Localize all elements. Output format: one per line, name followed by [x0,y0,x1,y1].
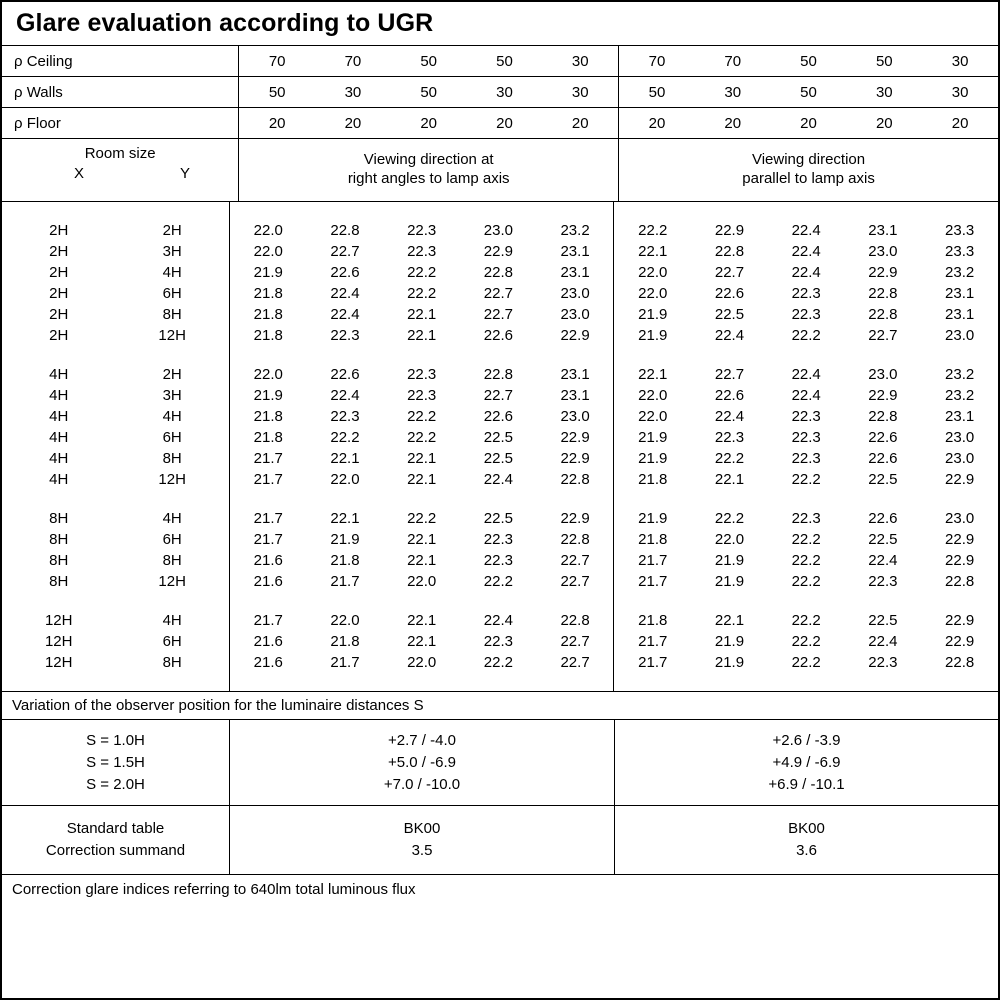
row-label-ceiling: ρ Ceiling [2,46,239,77]
walls-value-7: 30 [695,77,771,108]
walls-value-10: 30 [922,77,998,108]
floor-value-8: 20 [771,108,847,139]
row-label-floor: ρ Floor [2,108,239,139]
ceiling-value-3: 50 [391,46,467,77]
variation-left-value-1: +2.7 / -4.0 [388,732,456,749]
table-row: 2H 12H 21.8 22.3 22.1 22.6 22.9 21.9 22.4 22.2 22.7 23.0 [49,327,975,344]
viewing-direction-parallel-header [619,139,998,202]
spacer-row [2,346,998,364]
table-row-floor [2,108,998,139]
variation-labels [2,720,230,805]
variation-block [2,720,998,806]
room-size-label: Room size [84,145,156,162]
standard-table-label: Standard table [66,820,165,838]
correction-summand-left-value: 3.5 [411,842,433,859]
variation-note [2,692,998,720]
walls-value-2: 30 [315,77,391,108]
variation-right-value-2: +4.9 / -6.9 [772,753,841,771]
walls-value-9: 30 [846,77,922,108]
table-row: 2H 6H 21.8 22.4 22.2 22.7 23.0 22.0 22.6 22.3 22.8 23.1 [49,285,975,302]
correction-summand-label: Correction summand [45,842,186,859]
variation-label-2: S = 1.5H [86,753,145,771]
variation-left-value-3: +7.0 / -10.0 [383,775,461,793]
ceiling-value-1: 70 [239,46,315,77]
spacer-row-top [2,202,998,220]
ceiling-value-6: 70 [619,46,695,77]
walls-value-3: 50 [391,77,467,108]
viewing-direction-parallel-line1: Viewing direction [751,151,866,169]
viewing-direction-parallel-line2: parallel to lamp axis [742,170,875,187]
standard-table-left-value: BK00 [403,820,441,838]
viewing-direction-perpendicular-line1: Viewing direction at [363,151,494,169]
table-row-group-headers [2,139,998,202]
room-size-x-label: X [74,165,85,182]
viewing-direction-perpendicular-line2: right angles to lamp axis [347,170,510,187]
ugr-data-table [2,202,998,691]
standard-table-block [2,806,998,875]
variation-label-1: S = 1.0H [86,732,145,749]
floor-value-4: 20 [467,108,543,139]
table-row: 4H 4H 21.8 22.3 22.2 22.6 23.0 22.0 22.4 22.3 22.8 23.1 [49,408,975,425]
table-row: 4H 6H 21.8 22.2 22.2 22.5 22.9 21.9 22.3 22.3 22.6 23.0 [49,429,975,446]
floor-value-6: 20 [619,108,695,139]
walls-value-4: 30 [467,77,543,108]
variation-right-value-1: +2.6 / -3.9 [772,732,841,749]
table-row-walls [2,77,998,108]
table-row: 12H 6H 21.6 21.8 22.1 22.3 22.7 21.7 21.9 22.2 22.4 22.9 [44,633,975,650]
table-row: 8H 4H 21.7 22.1 22.2 22.5 22.9 21.9 22.2 22.3 22.6 23.0 [49,510,975,527]
standard-table-right-value: BK00 [788,820,825,838]
reflectance-header-table [2,46,998,202]
floor-value-5: 20 [542,108,618,139]
spacer-row [2,592,998,610]
room-size-y-label: Y [180,165,191,182]
floor-value-7: 20 [695,108,771,139]
table-row: 2H 4H 21.9 22.6 22.2 22.8 23.1 22.0 22.7 22.4 22.9 23.2 [49,264,975,281]
footer-note-text: Correction glare indices referring to 640lm total luminous flux [12,881,416,899]
floor-value-3: 20 [391,108,467,139]
spacer-row [2,490,998,508]
standard-table-labels [2,806,230,874]
table-row: 4H 3H 21.9 22.4 22.3 22.7 23.1 22.0 22.6 22.4 22.9 23.2 [49,387,975,404]
standard-values-parallel [615,806,998,874]
room-size-header [2,139,239,202]
table-row-ceiling [2,46,998,77]
floor-value-9: 20 [846,108,922,139]
ceiling-value-9: 50 [846,46,922,77]
variation-left-value-2: +5.0 / -6.9 [388,753,456,771]
viewing-direction-perpendicular-header [239,139,619,202]
table-row: 12H 8H 21.6 21.7 22.0 22.2 22.7 21.7 21.9 22.2 22.3 22.8 [44,654,975,671]
row-label-walls: ρ Walls [2,77,239,108]
ugr-data-section [2,202,998,692]
walls-value-1: 50 [239,77,315,108]
ceiling-value-8: 50 [771,46,847,77]
table-row: 8H 12H 21.6 21.7 22.0 22.2 22.7 21.7 21.9 22.2 22.3 22.8 [49,573,975,590]
ceiling-value-7: 70 [695,46,771,77]
ceiling-value-4: 50 [467,46,543,77]
walls-value-8: 50 [771,77,847,108]
table-row: 4H 12H 21.7 22.0 22.1 22.4 22.8 21.8 22.1 22.2 22.5 22.9 [49,471,975,488]
floor-value-2: 20 [315,108,391,139]
ceiling-value-2: 70 [315,46,391,77]
table-row: 2H 2H 22.0 22.8 22.3 23.0 23.2 22.2 22.9 22.4 23.1 23.3 [49,222,975,239]
variation-values-perpendicular [230,720,615,805]
spacer-row-bottom [2,673,998,691]
variation-label-3: S = 2.0H [86,775,145,793]
table-row: 8H 8H 21.6 21.8 22.1 22.3 22.7 21.7 21.9 22.2 22.4 22.9 [49,552,975,569]
floor-value-10: 20 [922,108,998,139]
ceiling-value-10: 30 [922,46,998,77]
variation-values-parallel [615,720,998,805]
table-row: 2H 8H 21.8 22.4 22.1 22.7 23.0 21.9 22.5 22.3 22.8 23.1 [49,306,975,323]
walls-value-5: 30 [542,77,618,108]
footer-note [2,875,998,905]
variation-note-text: Variation of the observer position for the luminaire distances S [12,697,424,714]
table-row: 4H 2H 22.0 22.6 22.3 22.8 23.1 22.1 22.7 22.4 23.0 23.2 [49,366,975,383]
correction-summand-right-value: 3.6 [796,842,817,859]
walls-value-6: 50 [619,77,695,108]
standard-values-perpendicular [230,806,615,874]
variation-right-value-3: +6.9 / -10.1 [768,775,845,793]
page-title: Glare evaluation according to UGR [16,9,434,37]
table-row: 2H 3H 22.0 22.7 22.3 22.9 23.1 22.1 22.8 22.4 23.0 23.3 [49,243,975,260]
page-title-row [2,2,998,46]
ceiling-value-5: 30 [542,46,618,77]
table-row: 8H 6H 21.7 21.9 22.1 22.3 22.8 21.8 22.0 22.2 22.5 22.9 [49,531,975,548]
table-row: 12H 4H 21.7 22.0 22.1 22.4 22.8 21.8 22.1 22.2 22.5 22.9 [44,612,975,629]
table-row: 4H 8H 21.7 22.1 22.1 22.5 22.9 21.9 22.2 22.3 22.6 23.0 [49,450,975,467]
floor-value-1: 20 [239,108,315,139]
